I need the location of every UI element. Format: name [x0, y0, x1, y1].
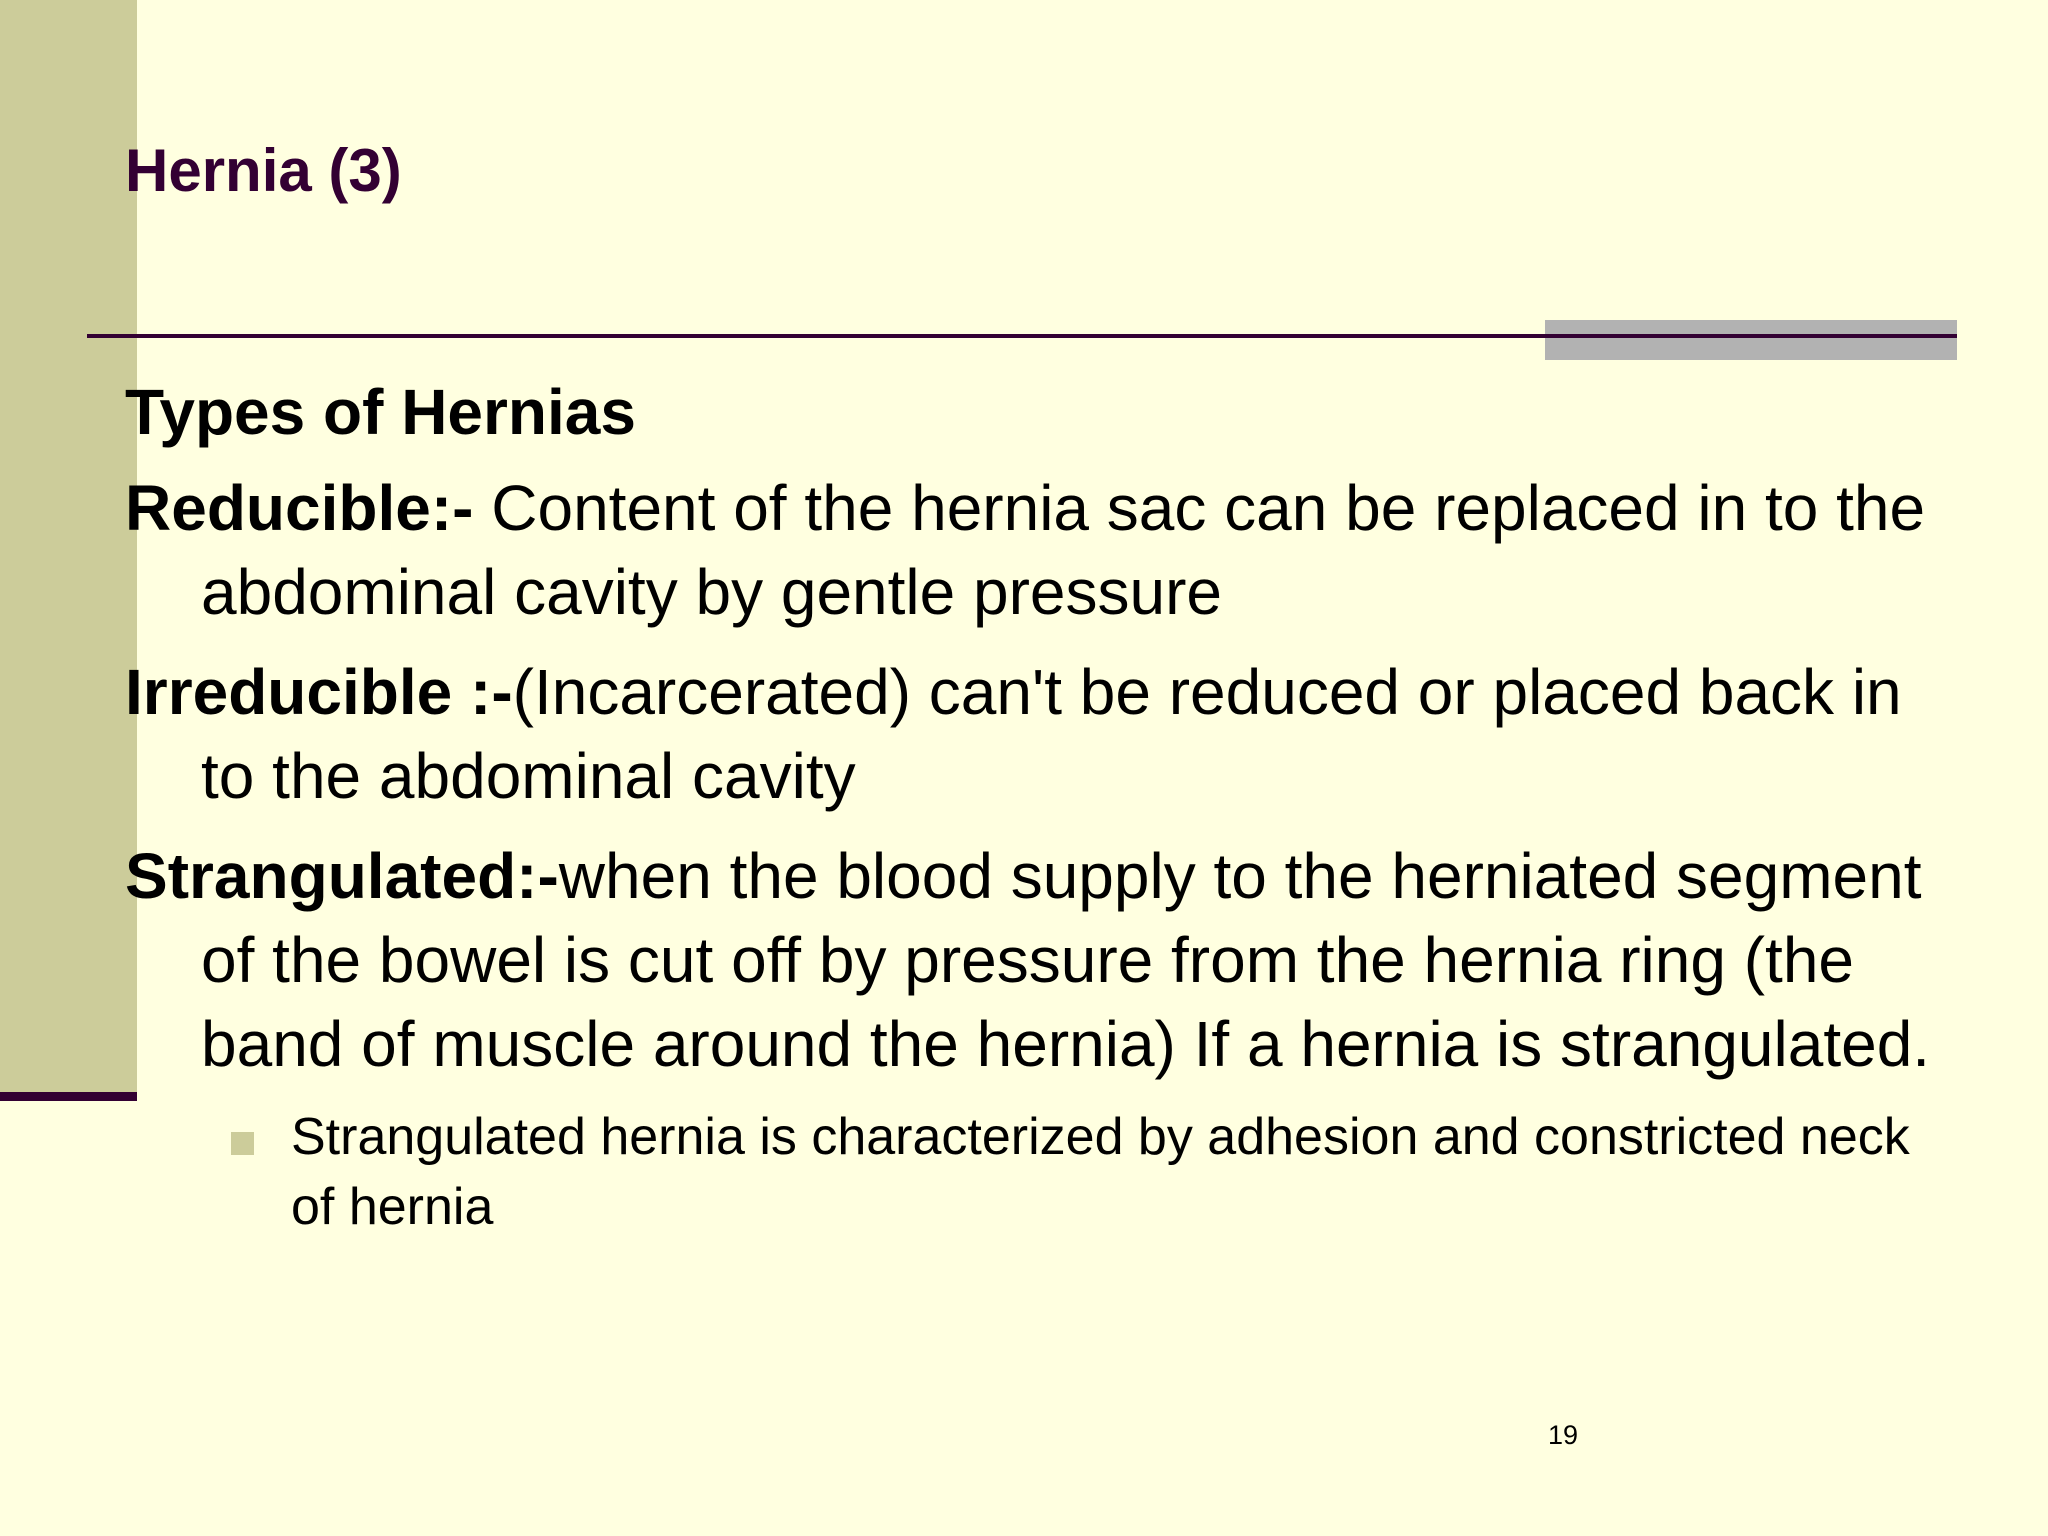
- list-item-irreducible: [125, 650, 1965, 818]
- sub-list-item: [125, 1102, 1965, 1242]
- term-separator-reducible: :-: [430, 472, 474, 544]
- term-reducible: Reducible: [125, 472, 431, 544]
- slide-title: Hernia (3): [125, 137, 402, 204]
- definition-irreducible: (Incarcerated) can't be reduced or placed back in to the abdominal cavity: [201, 656, 1902, 812]
- page-number: 19: [1548, 1420, 1579, 1450]
- left-accent-bar: [0, 0, 137, 1092]
- square-bullet-icon: [231, 1132, 254, 1155]
- section-heading: Types of Hernias: [125, 376, 636, 448]
- slide-content: [125, 370, 1965, 1242]
- term-strangulated: Strangulated:-: [125, 840, 559, 912]
- list-item-reducible: [125, 466, 1965, 634]
- title-rule-line: [87, 334, 1957, 338]
- left-accent-underline: [0, 1092, 137, 1101]
- title-rule-gray-block: [1545, 320, 1957, 360]
- list-item-strangulated: [125, 834, 1965, 1086]
- sub-list-item-text: Strangulated hernia is characterized by adhesion and constricted neck of hernia: [291, 1108, 1910, 1236]
- term-irreducible: Irreducible :-: [125, 656, 513, 728]
- definition-reducible: Content of the hernia sac can be replaced in to the abdominal cavity by gentle pressure: [201, 472, 1926, 628]
- definition-strangulated: when the blood supply to the herniated segment of the bowel is cut off by pressure from the hernia ring (the band of muscle around the hernia) If a hernia is strangulated.: [201, 840, 1931, 1080]
